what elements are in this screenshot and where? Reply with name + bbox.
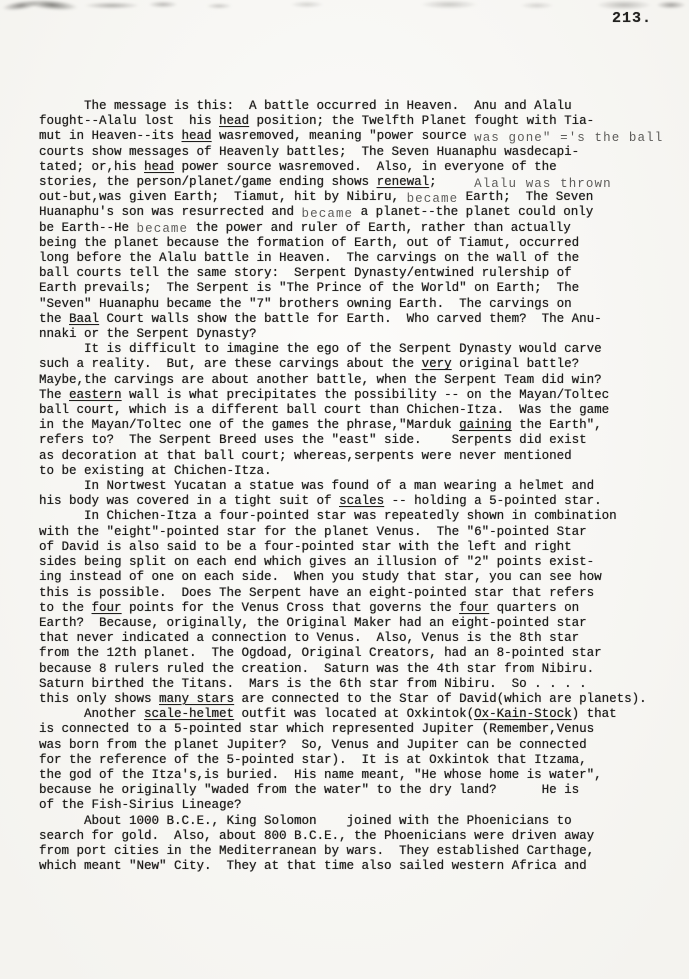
scan-artifact [2,0,41,13]
text-line: of the Fish-Sirius Lineage? [39,798,242,813]
text-line: out-but,was given Earth; Tiamut, hit by Nibiru, became Earth; The Seven [39,190,594,206]
scan-artifact [520,2,554,9]
text-line: ing instead of one on each side. When you study that star, you can see how [39,570,602,585]
scan-artifact [148,1,178,8]
text-line: mut in Heaven--its head wasremoved, meaning "power source was gone" ='s the ball [39,129,664,145]
scan-artifact [596,0,652,10]
text-line: of David is also said to be a four-pointed star with the left and right [39,539,572,554]
text-line: Earth? Because, originally, the Original Maker had an eight-pointed star [39,615,587,630]
text-line: fought--Alalu lost his head position; the Twelfth Planet fought with Tia- [39,114,595,129]
paragraph [39,509,687,707]
text-line: About 1000 B.C.E., King Solomon joined with the Phoenicians to [39,813,572,828]
paragraph [39,707,687,813]
paragraph [39,342,687,479]
text-line: was born from the planet Jupiter? So, Venus and Jupiter can be connected [39,737,587,752]
scan-artifact [84,2,140,9]
scan-artifact [420,0,478,9]
text-line: ball courts tell the same story: Serpent Dynasty/entwined rulership of [39,266,572,281]
text-line: "Seven" Huanaphu became the "7" brothers owning Earth. The carvings on [39,296,572,311]
text-line: this only shows many stars are connected to the Star of David(which are planets). [39,691,647,706]
scan-artifact [26,0,79,12]
text-line: the Baal Court walls show the battle for Earth. Who carved them? The Anu- [39,311,602,326]
text-line: long before the Alalu battle in Heaven. The carvings on the wall of the [39,251,580,266]
text-line: with the "eight"-pointed star for the planet Venus. The "6"-pointed Star [39,524,587,539]
text-line: which meant "New" City. They at that time also sailed western Africa and [39,859,587,874]
text-line: Another scale-helmet outfit was located at Oxkintok(Ox-Kain-Stock) that [39,707,617,722]
text-line: is connected to a 5-pointed star which represented Jupiter (Remember,Venus [39,722,595,737]
text-line: courts show messages of Heavenly battles; The Seven Huanaphu wasdecapi- [39,144,580,159]
text-line: In Chichen-Itza a four-pointed star was repeatedly shown in combination [39,509,617,524]
text-line: In Nortwest Yucatan a statue was found of a man wearing a helmet and [39,479,595,494]
text-line: search for gold. Also, about 800 B.C.E., the Phoenicians were driven away [39,828,595,843]
paragraph [39,479,687,509]
text-line: because 8 rulers ruled the creation. Saturn was the 4th star from Nibiru. [39,661,595,676]
text-line: the god of the Itza's,is buried. His name meant, "He whose home is water", [39,767,602,782]
text-line: The eastern wall is what precipitates the possibility -- on the Mayan/Toltec [39,387,610,402]
text-line: be Earth--He became the power and ruler of Earth, rather than actually [39,220,571,237]
text-line: Saturn birthed the Titans. Mars is the 6th star from Nibiru. So . . . . [39,676,587,691]
text-line: nnaki or the Serpent Dynasty? [39,327,257,342]
paragraph [39,814,687,875]
text-line: such a reality. But, are these carvings about the very original battle? [39,357,580,372]
text-line: from the 12th planet. The Ogdoad, Original Creators, had an 8-pointed star [39,646,602,661]
page-number: 213. [612,10,653,27]
text-line: from port cities in the Mediterranean by wars. They established Carthage, [39,843,595,858]
text-line: to the four points for the Venus Cross that governs the four quarters on [39,600,580,615]
scan-artifact [290,1,324,8]
text-line: that never indicated a connection to Venus. Also, Venus is the 8th star [39,631,580,646]
text-line: sides being split on each end which gives an illusion of "2" points exist- [39,555,595,570]
text-line: It is difficult to imagine the ego of the Serpent Dynasty would carve [39,342,602,357]
text-line: stories, the person/planet/game ending shows renewal; Alalu was thrown [39,175,612,191]
text-line: The message is this: A battle occurred in Heaven. Anu and Alalu [39,99,572,113]
text-line: for the reference of the 5-pointed star). It is at Oxkintok that Itzama, [39,752,587,767]
scan-artifact [206,3,232,9]
page-text [39,99,687,874]
text-line: ball court, which is a different ball court than Chichen-Itza. Was the game [39,403,610,418]
text-line: as decoration at that ball court; whereas,serpents were never mentioned [39,448,572,463]
text-line: his body was covered in a tight suit of scales -- holding a 5-pointed star. [39,494,602,509]
text-line: in the Mayan/Toltec one of the games the phrase,"Marduk gaining the Earth", [39,418,602,433]
text-line: Huanaphu's son was resurrected and became a planet--the planet could only [39,205,594,221]
text-line: because he originally "waded from the water" to the dry land? He is [39,783,580,798]
text-line: tated; or,his head power source wasremoved. Also, in everyone of the [39,159,557,174]
text-line: to be existing at Chichen-Itza. [39,463,272,478]
text-line: Earth prevails; The Serpent is "The Prince of the World" on Earth; The [39,281,580,296]
text-line: Maybe,the carvings are about another battle, when the Serpent Team did win? [39,372,602,387]
scan-artifact [656,1,686,9]
text-line: being the planet because the formation of Earth, out of Tiamut, occurred [39,235,580,250]
text-line: refers to? The Serpent Breed uses the "east" side. Serpents did exist [39,433,587,448]
paragraph [39,99,687,342]
text-line: this is possible. Does The Serpent have an eight-pointed star that refers [39,585,595,600]
